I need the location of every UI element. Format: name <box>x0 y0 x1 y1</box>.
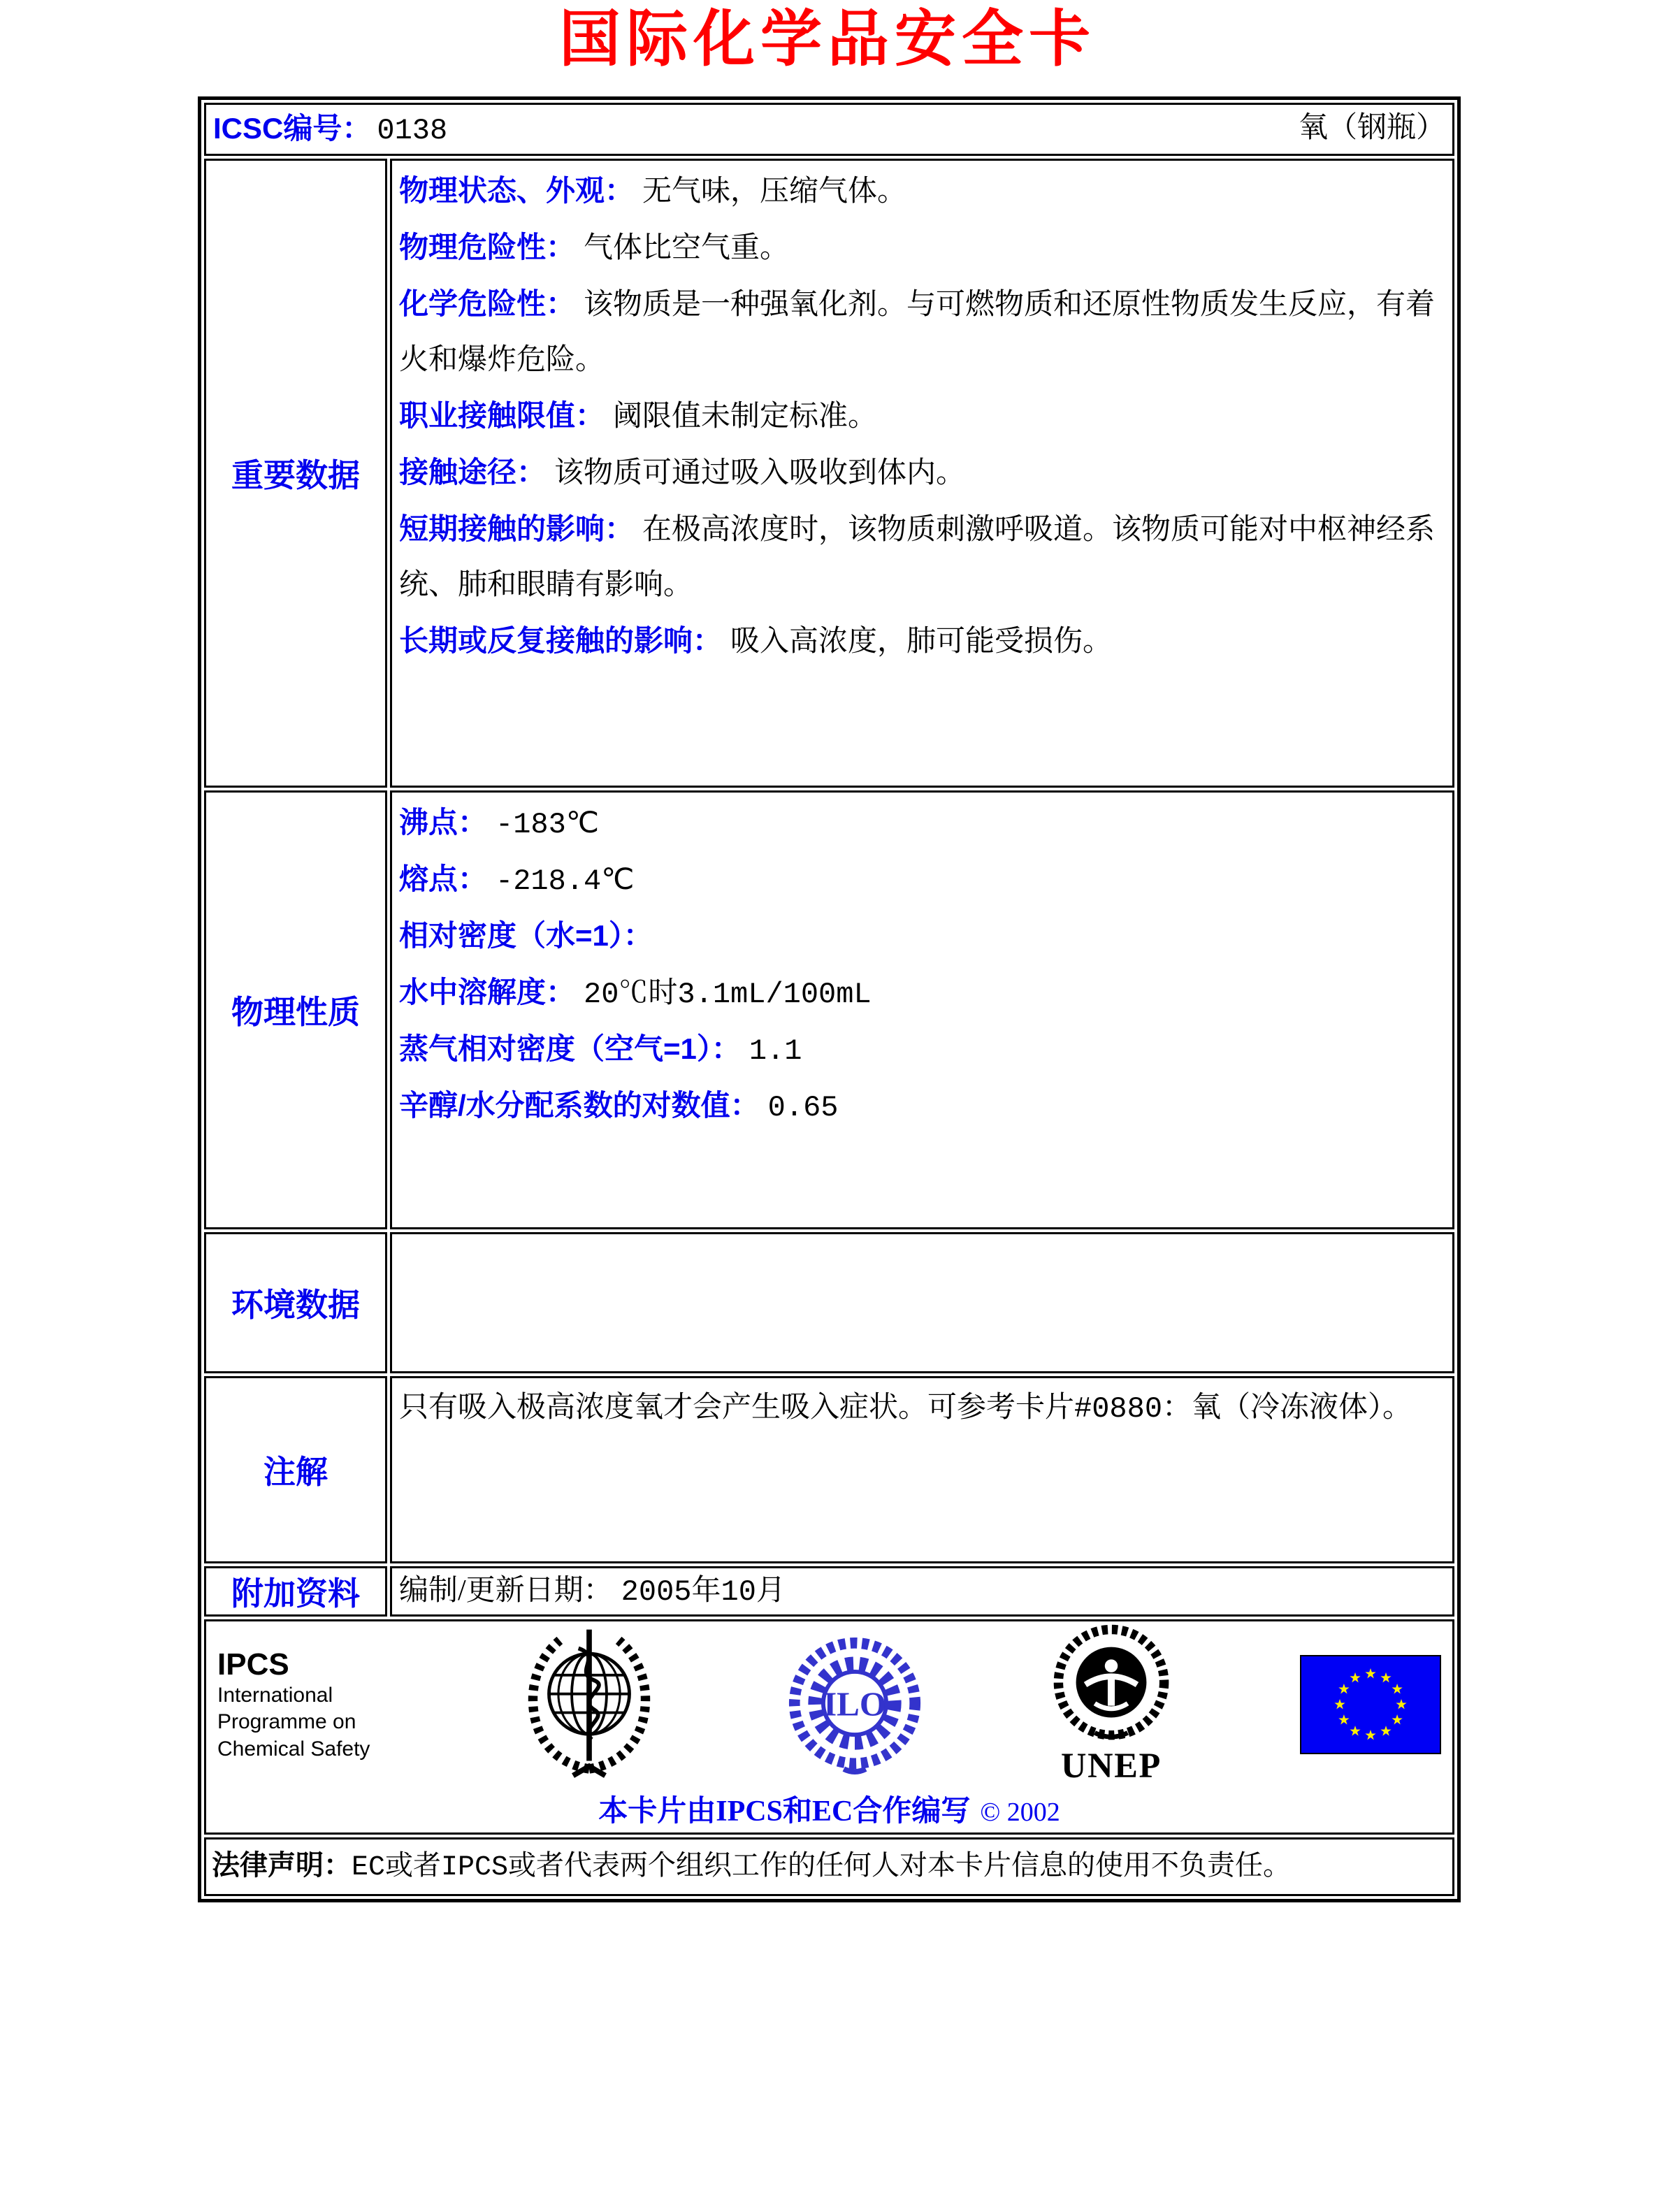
eu-flag-icon <box>1300 1655 1441 1754</box>
unep-label: UNEP <box>1061 1746 1162 1786</box>
entry-long-term-effects: 长期或反复接触的影响： 吸入高浓度，肺可能受损伤。 <box>399 624 1113 660</box>
header-cell <box>204 103 1454 156</box>
entry-update-date: 编制/更新日期： 2005年10月 <box>399 1575 786 1610</box>
entry-physical-hazard: 物理危险性： 气体比空气重。 <box>399 231 790 267</box>
copyright-text: © 2002 <box>980 1798 1060 1828</box>
section-content-physical-properties <box>390 790 1454 1229</box>
ipcs-line-1: International <box>217 1684 333 1707</box>
section-label-additional-info: 附加资料 <box>204 1566 387 1617</box>
who-emblem-icon <box>522 1624 656 1785</box>
entry-vapor-density: 蒸气相对密度（空气=1）： 1.1 <box>399 1032 802 1069</box>
icsc-number-label: ICSC编号： <box>213 111 372 145</box>
caption-text: 本卡片由IPCS和EC合作编写 <box>598 1795 971 1828</box>
entry-log-pow: 辛醇/水分配系数的对数值： 0.65 <box>399 1089 839 1125</box>
legal-cell <box>204 1837 1454 1896</box>
section-content-notes <box>390 1376 1454 1563</box>
section-content-important-data <box>390 159 1454 788</box>
section-row-additional-info <box>204 1566 1454 1617</box>
section-label-notes: 注解 <box>204 1376 387 1563</box>
legal-label: 法律声明： <box>212 1850 352 1881</box>
section-label-environmental-data: 环境数据 <box>204 1232 387 1373</box>
ipcs-text-block <box>217 1647 392 1763</box>
section-content-additional-info <box>390 1566 1454 1617</box>
entry-notes-text: 只有吸入极高浓度氧才会产生吸入症状。可参考卡片#0880：氧（冷冻液体）。 <box>399 1392 1412 1426</box>
icsc-number-value: 0138 <box>377 113 448 147</box>
legal-row <box>204 1837 1454 1896</box>
ilo-emblem-icon <box>786 1635 923 1774</box>
header-row <box>204 103 1454 156</box>
entry-exposure-limit: 职业接触限值： 阈限值未制定标准。 <box>399 399 878 435</box>
entry-water-solubility: 水中溶解度： 20℃时3.1mL/100mL <box>399 976 872 1012</box>
section-content-environmental-data <box>390 1232 1454 1373</box>
section-label-important-data: 重要数据 <box>204 159 387 788</box>
section-row-important-data <box>204 159 1454 788</box>
ipcs-title: IPCS <box>217 1647 289 1682</box>
entry-short-term-effects: 短期接触的影响： 在极高浓度时，该物质刺激呼吸道。该物质可能对中枢神经系统、肺和眼睛有影响。 <box>399 512 1436 604</box>
ipcs-line-3: Chemical Safety <box>217 1737 370 1761</box>
ilo-letters: ILO <box>823 1685 886 1724</box>
entry-exposure-route: 接触途径： 该物质可通过吸入吸收到体内。 <box>399 456 966 492</box>
section-label-physical-properties: 物理性质 <box>204 790 387 1229</box>
entry-physical-state: 物理状态、外观： 无气味，压缩气体。 <box>399 174 907 210</box>
logos-cell <box>204 1619 1454 1835</box>
substance-name: 氧（钢瓶） <box>1298 113 1445 147</box>
entry-relative-density: 相对密度（水=1）： <box>399 919 653 953</box>
unep-emblem-icon <box>1053 1624 1170 1786</box>
icsc-table <box>198 96 1461 1902</box>
section-row-notes <box>204 1376 1454 1563</box>
cooperation-caption <box>213 1788 1445 1830</box>
section-row-environmental-data <box>204 1232 1454 1373</box>
entry-boiling-point: 沸点： -183℃ <box>399 806 599 842</box>
entry-chemical-hazard: 化学危险性： 该物质是一种强氧化剂。与可燃物质和还原性物质发生反应，有着火和爆炸危险。 <box>399 287 1436 379</box>
logos-row <box>204 1619 1454 1835</box>
ipcs-line-2: Programme on <box>217 1710 356 1734</box>
section-row-physical-properties <box>204 790 1454 1229</box>
page-title: 国际化学品安全卡 <box>558 6 1096 74</box>
entry-melting-point: 熔点： -218.4℃ <box>399 862 635 899</box>
legal-text: EC或者IPCS或者代表两个组织工作的任何人对本卡片信息的使用不负责任。 <box>352 1852 1292 1884</box>
icsc-number-group <box>213 111 447 148</box>
